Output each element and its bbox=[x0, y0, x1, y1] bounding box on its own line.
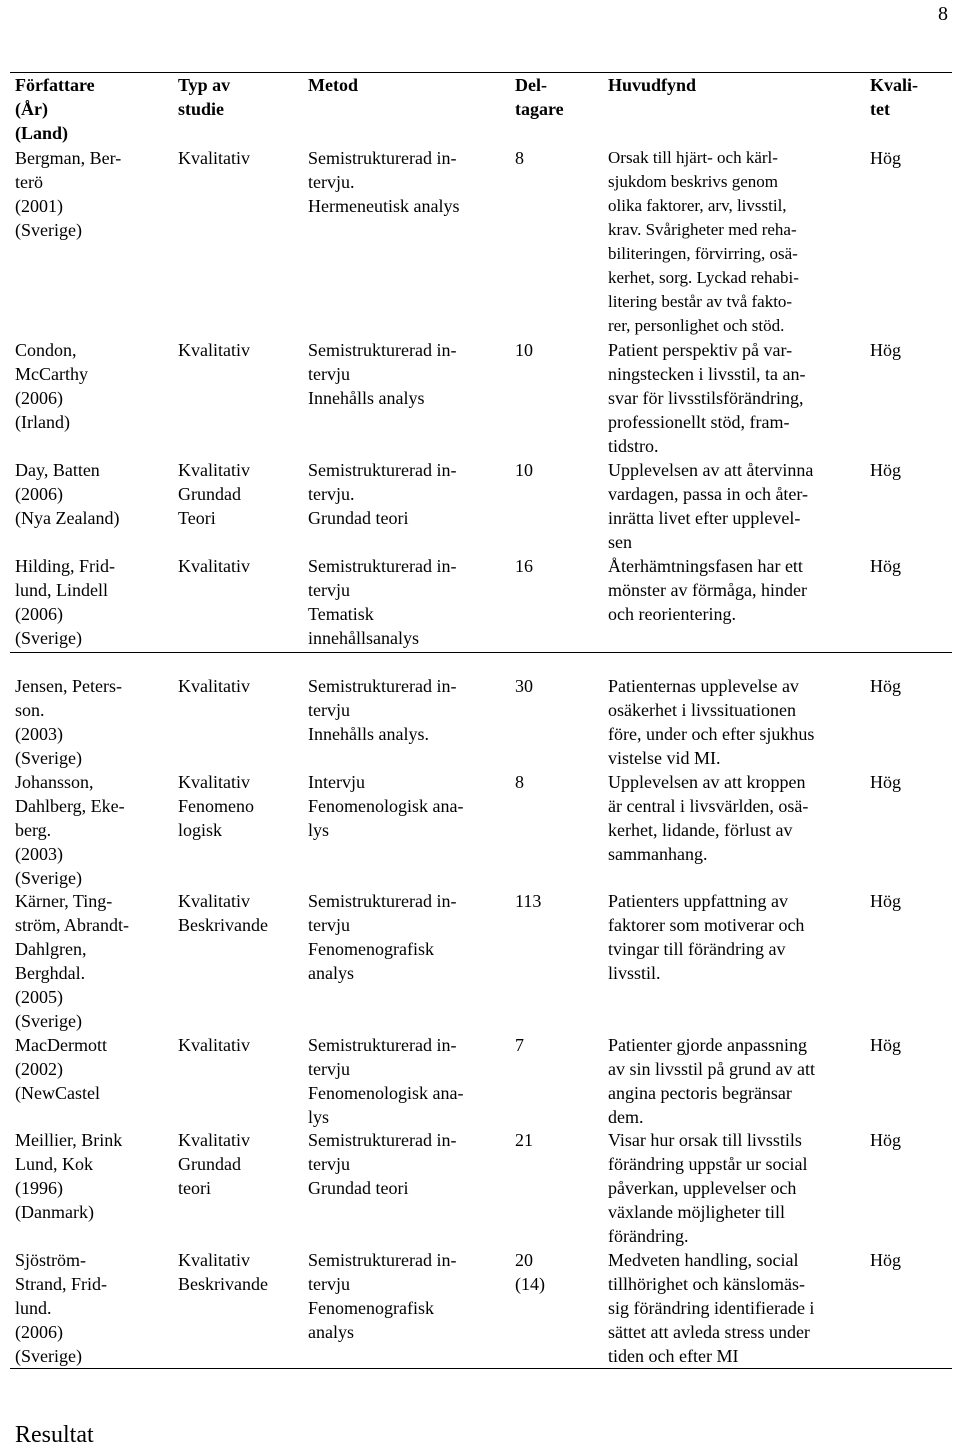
page-number: 8 bbox=[938, 3, 948, 25]
cell-findings: Återhämtningsfasen har ett mönster av förmåga, hinder och reorientering. bbox=[608, 556, 807, 624]
cell-type: Kvalitativ Beskrivande bbox=[178, 1250, 268, 1294]
cell-participants: 113 bbox=[515, 891, 542, 911]
cell-type: Kvalitativ Grundad Teori bbox=[178, 460, 250, 528]
cell-method: Semistrukturerad in- tervju Grundad teori bbox=[308, 1130, 457, 1198]
cell-participants: 8 bbox=[515, 148, 524, 168]
header-type: Typ av studie bbox=[178, 75, 231, 119]
cell-method: Semistrukturerad in- tervju. Hermeneutisk analys bbox=[308, 148, 460, 216]
header-findings: Huvudfynd bbox=[608, 75, 697, 95]
cell-author: Kärner, Ting- ström, Abrandt- Dahlgren, Berghdal. (2005) (Sverige) bbox=[15, 891, 129, 1031]
cell-findings: Patient perspektiv på var- ningstecken i livsstil, ta an- svar för livsstilsförändring, professionellt stöd, fram- tidstro. bbox=[608, 340, 806, 456]
cell-participants: 10 bbox=[515, 340, 533, 360]
cell-type: Kvalitativ Fenomeno logisk bbox=[178, 772, 254, 840]
cell-quality: Hög bbox=[870, 676, 901, 696]
cell-author: MacDermott (2002) (NewCastel bbox=[15, 1035, 107, 1103]
cell-method: Intervju Fenomenologisk ana- lys bbox=[308, 772, 464, 840]
cell-participants: 21 bbox=[515, 1130, 533, 1150]
header-participants: Del- tagare bbox=[515, 75, 564, 119]
cell-method: Semistrukturerad in- tervju Tematisk innehållsanalys bbox=[308, 556, 457, 648]
cell-author: Jensen, Peters- son. (2003) (Sverige) bbox=[15, 676, 122, 768]
table-split-rule bbox=[10, 652, 952, 653]
cell-participants: 8 bbox=[515, 772, 524, 792]
cell-method: Semistrukturerad in- tervju Innehålls analys bbox=[308, 340, 457, 408]
cell-type: Kvalitativ bbox=[178, 340, 250, 360]
cell-quality: Hög bbox=[870, 1130, 901, 1150]
cell-type: Kvalitativ bbox=[178, 1035, 250, 1055]
cell-author: Meillier, Brink Lund, Kok (1996) (Danmark) bbox=[15, 1130, 123, 1222]
cell-author: Day, Batten (2006) (Nya Zealand) bbox=[15, 460, 120, 528]
cell-findings: Patienter gjorde anpassning av sin livsstil på grund av att angina pectoris begränsar dem. bbox=[608, 1035, 815, 1127]
cell-method: Semistrukturerad in- tervju Fenomenografisk analys bbox=[308, 891, 457, 983]
cell-author: Condon, McCarthy (2006) (Irland) bbox=[15, 340, 88, 432]
header-author: Författare (År) (Land) bbox=[15, 75, 95, 143]
cell-quality: Hög bbox=[870, 556, 901, 576]
cell-author: Sjöström- Strand, Frid- lund. (2006) (Sverige) bbox=[15, 1250, 107, 1366]
cell-author: Bergman, Ber- terö (2001) (Sverige) bbox=[15, 148, 122, 240]
cell-participants: 7 bbox=[515, 1035, 524, 1055]
cell-quality: Hög bbox=[870, 891, 901, 911]
cell-findings: Medveten handling, social tillhörighet och känslomäs- sig förändring identifierade i sättet att avleda stress under tiden och efter MI bbox=[608, 1250, 815, 1366]
cell-type: Kvalitativ Grundad teori bbox=[178, 1130, 250, 1198]
cell-participants: 20 (14) bbox=[515, 1250, 545, 1294]
cell-participants: 30 bbox=[515, 676, 533, 696]
cell-participants: 16 bbox=[515, 556, 533, 576]
cell-quality: Hög bbox=[870, 460, 901, 480]
cell-type: Kvalitativ bbox=[178, 148, 250, 168]
cell-type: Kvalitativ bbox=[178, 556, 250, 576]
cell-author: Hilding, Frid- lund, Lindell (2006) (Sverige) bbox=[15, 556, 116, 648]
header-quality: Kvali- tet bbox=[870, 75, 918, 119]
cell-findings: Upplevelsen av att återvinna vardagen, passa in och åter- inrätta livet efter upplevel- sen bbox=[608, 460, 814, 552]
cell-method: Semistrukturerad in- tervju Fenomenografisk analys bbox=[308, 1250, 457, 1342]
cell-method: Semistrukturerad in- tervju. Grundad teori bbox=[308, 460, 457, 528]
cell-quality: Hög bbox=[870, 340, 901, 360]
cell-quality: Hög bbox=[870, 772, 901, 792]
cell-findings: Visar hur orsak till livsstils förändring uppstår ur social påverkan, upplevelser och växlande möjligheter till förändring. bbox=[608, 1130, 808, 1246]
cell-findings: Patienternas upplevelse av osäkerhet i livssituationen före, under och efter sjukhus vistelse vid MI. bbox=[608, 676, 815, 768]
cell-type: Kvalitativ bbox=[178, 676, 250, 696]
cell-method: Semistrukturerad in- tervju Fenomenologisk ana- lys bbox=[308, 1035, 464, 1127]
section-heading-resultat: Resultat bbox=[15, 1422, 94, 1448]
table-bottom-rule bbox=[10, 1368, 952, 1369]
cell-author: Johansson, Dahlberg, Eke- berg. (2003) (Sverige) bbox=[15, 772, 125, 888]
cell-type: Kvalitativ Beskrivande bbox=[178, 891, 268, 935]
cell-method: Semistrukturerad in- tervju Innehålls analys. bbox=[308, 676, 457, 744]
cell-quality: Hög bbox=[870, 148, 901, 168]
header-method: Metod bbox=[308, 75, 358, 95]
cell-findings: Upplevelsen av att kroppen är central i livsvärlden, osä- kerhet, lidande, förlust av sammanhang. bbox=[608, 772, 809, 864]
cell-findings: Patienters uppfattning av faktorer som motiverar och tvingar till förändring av livsstil. bbox=[608, 891, 805, 983]
cell-findings: Orsak till hjärt- och kärl- sjukdom beskrivs genom olika faktorer, arv, livsstil, krav. Svårigheter med reha- biliteringen, förvirring, osä- kerhet, sorg. Lyckad rehabi- litering består av två fakto- rer, personlighet och stöd. bbox=[608, 148, 799, 335]
cell-participants: 10 bbox=[515, 460, 533, 480]
cell-quality: Hög bbox=[870, 1035, 901, 1055]
cell-quality: Hög bbox=[870, 1250, 901, 1270]
